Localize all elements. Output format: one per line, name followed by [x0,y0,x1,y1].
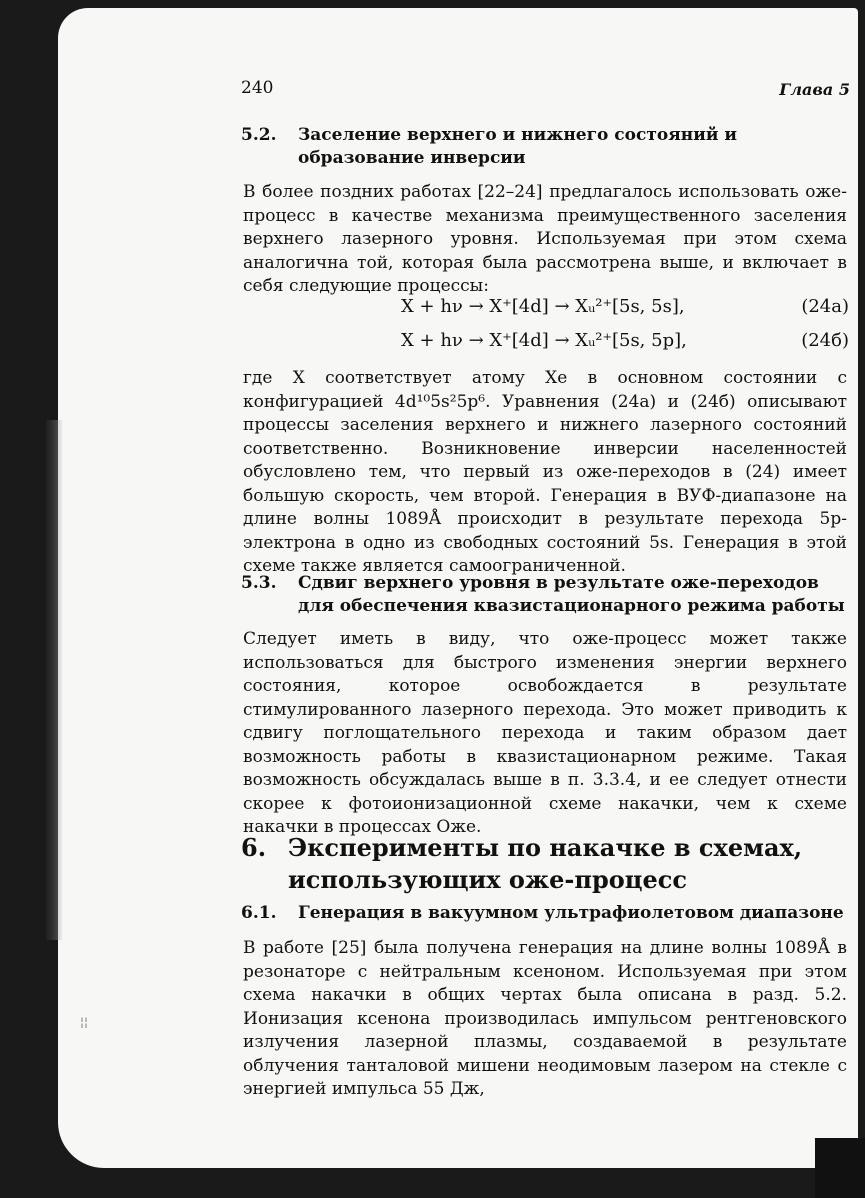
scan-shadow [46,420,62,940]
section-number: 5.3. [241,573,277,593]
section-number: 6. [241,833,267,862]
equation-24b: X + hν → X⁺[4d] → Xᵤ²⁺[5s, 5p], [401,330,687,351]
equation-24a: X + hν → X⁺[4d] → Xᵤ²⁺[5s, 5s], [401,296,685,317]
section-5-3-paragraph: Следует иметь в виду, что оже-процесс может также использоваться для быстрого изменения энергии верхнего состояния, которое освобождается в результате стимулированного лазерного перехода. Это может приводить к сдвигу поглощательного перехода и таким образом дает возможность работы в квазистационарном режиме. Такая возможность обсуждалась выше в п. 3.3.4, и ее следует отнести скорее к фотоионизационной схеме накачки, чем к схеме накачки в процессах Оже. [243,629,847,837]
margin-mark: ¦¦ [80,1015,89,1029]
section-6-1-paragraph: В работе [25] была получена генерация на длине волны 1089Å в резонаторе с нейтральным ксеноном. Используемая при этом схема накачки в общих чертах была описана в разд. 5.2. Ионизация ксенона производилась импульсом рентгеновского излучения лазерной плазмы, создаваемой в результате облучения танталовой мишени неодимовым лазером на стекле с энергией импульса 55 Дж, [243,938,847,1099]
equation-label-24b: (24б) [801,330,849,351]
section-title: Генерация в вакуумном ультрафиолетовом диапазоне [298,903,844,923]
scan-corner [815,1138,865,1198]
section-title: Сдвиг верхнего уровня в результате оже-переходов для обеспечения квазистационарного режима работы [298,573,845,616]
chapter-header: Глава 5 [779,80,850,99]
section-5-2-paragraph: В более поздних работах [22–24] предлагалось использовать оже-процесс в качестве механизма преимущественного заселения верхнего лазерного уровня. Используемая при этом схема аналогична той, которая была рассмотрена выше, и включает в себя следующие процессы: [243,182,847,296]
section-5-2-paragraph-2: где X соответствует атому Xe в основном состоянии с конфигурацией 4d¹⁰5s²5p⁶. Уравнения (24а) и (24б) описывают процессы заселения верхнего и нижнего лазерного состояний соответственно. Возникновение инверсии населенностей обусловлено тем, что первый из оже-переходов в (24) имеет большую скорость, чем второй. Генерация в ВУФ-диапазоне на длине волны 1089Å происходит в результате перехода 5p-электрона в одно из свободных состояний 5s. Генерация в этой схеме также является самоограниченной. [243,368,847,576]
section-number: 5.2. [241,125,277,145]
page-number: 240 [241,78,274,98]
section-title: Заселение верхнего и нижнего состояний и образование инверсии [298,125,737,168]
equation-label-24a: (24а) [801,296,849,317]
section-number: 6.1. [241,903,277,923]
section-title: Эксперименты по накачке в схемах, использующих оже-процесс [288,833,803,894]
